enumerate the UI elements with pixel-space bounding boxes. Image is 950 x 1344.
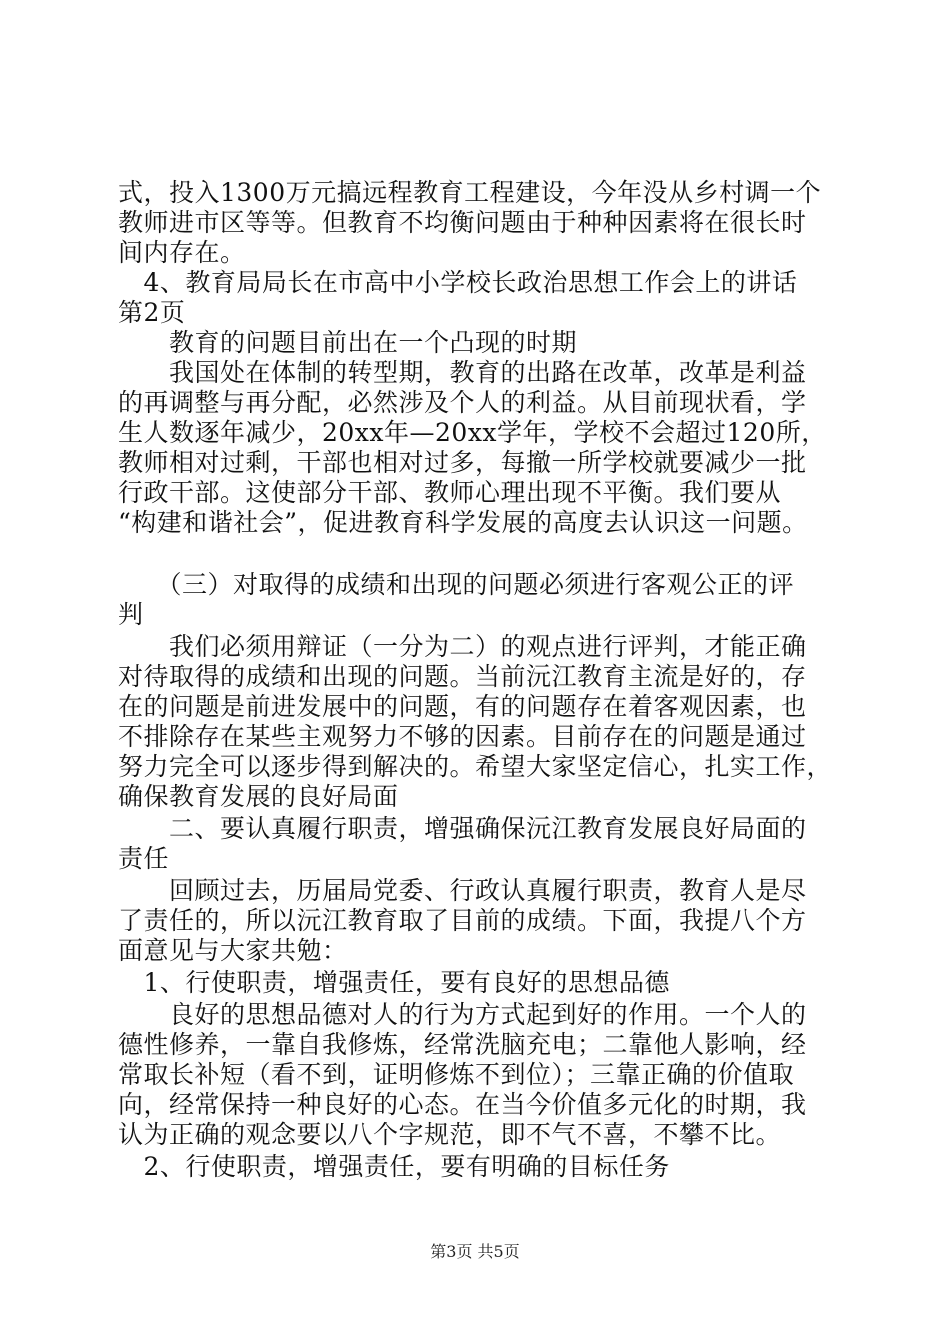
section-heading: 二、要认真履行职责，增强确保沅江教育发展良好局面的 bbox=[118, 814, 807, 843]
text-line: 良好的思想品德对人的行为方式起到好的作用。一个人的 bbox=[118, 1000, 807, 1029]
text-line: 间内存在。 bbox=[118, 238, 246, 267]
section-heading: （三）对取得的成绩和出现的问题必须进行客观公正的评 bbox=[118, 570, 795, 599]
page-footer: 第3页 共5页 bbox=[430, 1242, 520, 1261]
text-line: 4、教育局局长在市高中小学校长政治思想工作会上的讲话 bbox=[118, 268, 798, 297]
text-line: 教师相对过剩，干部也相对过多，每撤一所学校就要减少一批 bbox=[118, 448, 807, 477]
text-line: 常取长补短（看不到，证明修炼不到位）；三靠正确的价值取 bbox=[118, 1060, 795, 1089]
text-line: 教师进市区等等。但教育不均衡问题由于种种因素将在很长时 bbox=[118, 208, 807, 237]
text-line: 向，经常保持一种良好的心态。在当今价值多元化的时期，我 bbox=[118, 1090, 807, 1119]
text-line: “构建和谐社会”，促进教育科学发展的高度去认识这一问题。 bbox=[118, 508, 808, 537]
text-line: 第2页 bbox=[118, 298, 186, 327]
text-line: 的再调整与再分配，必然涉及个人的利益。从目前现状看，学 bbox=[118, 388, 807, 417]
text-line: 认为正确的观念要以八个字规范，即不气不喜，不攀不比。 bbox=[118, 1120, 782, 1149]
subsection-heading: 2、行使职责，增强责任，要有明确的目标任务 bbox=[118, 1152, 670, 1181]
text-line: 了责任的，所以沅江教育取了目前的成绩。下面，我提八个方 bbox=[118, 906, 807, 935]
text-line: 回顾过去，历届局党委、行政认真履行职责，教育人是尽 bbox=[118, 876, 807, 905]
text-line: 面意见与大家共勉： bbox=[118, 936, 348, 965]
text-line: 教育的问题目前出在一个凸现的时期 bbox=[118, 328, 578, 357]
section-heading: 判 bbox=[118, 600, 144, 629]
text-line: 努力完全可以逐步得到解决的。希望大家坚定信心，扎实工作， bbox=[118, 752, 833, 781]
text-line: 德性修养，一靠自我修炼，经常洗脑充电；二靠他人影响，经 bbox=[118, 1030, 807, 1059]
text-line: 不排除存在某些主观努力不够的因素。目前存在的问题是通过 bbox=[118, 722, 807, 751]
text-line: 行政干部。这使部分干部、教师心理出现不平衡。我们要从 bbox=[118, 478, 782, 507]
text-line: 式，投入1300万元搞远程教育工程建设，今年没从乡村调一个 bbox=[118, 178, 822, 207]
text-line: 在的问题是前进发展中的问题，有的问题存在着客观因素，也 bbox=[118, 692, 807, 721]
subsection-heading: 1、行使职责，增强责任，要有良好的思想品德 bbox=[118, 968, 670, 997]
text-line: 生人数逐年减少，20xx年—20xx学年，学校不会超过120所， bbox=[118, 418, 827, 447]
text-line: 对待取得的成绩和出现的问题。当前沅江教育主流是好的，存 bbox=[118, 662, 807, 691]
text-line: 我们必须用辩证（一分为二）的观点进行评判，才能正确 bbox=[118, 632, 807, 661]
text-line: 我国处在体制的转型期，教育的出路在改革，改革是利益 bbox=[118, 358, 807, 387]
section-heading: 责任 bbox=[118, 844, 170, 873]
text-line: 确保教育发展的良好局面 bbox=[118, 782, 399, 811]
